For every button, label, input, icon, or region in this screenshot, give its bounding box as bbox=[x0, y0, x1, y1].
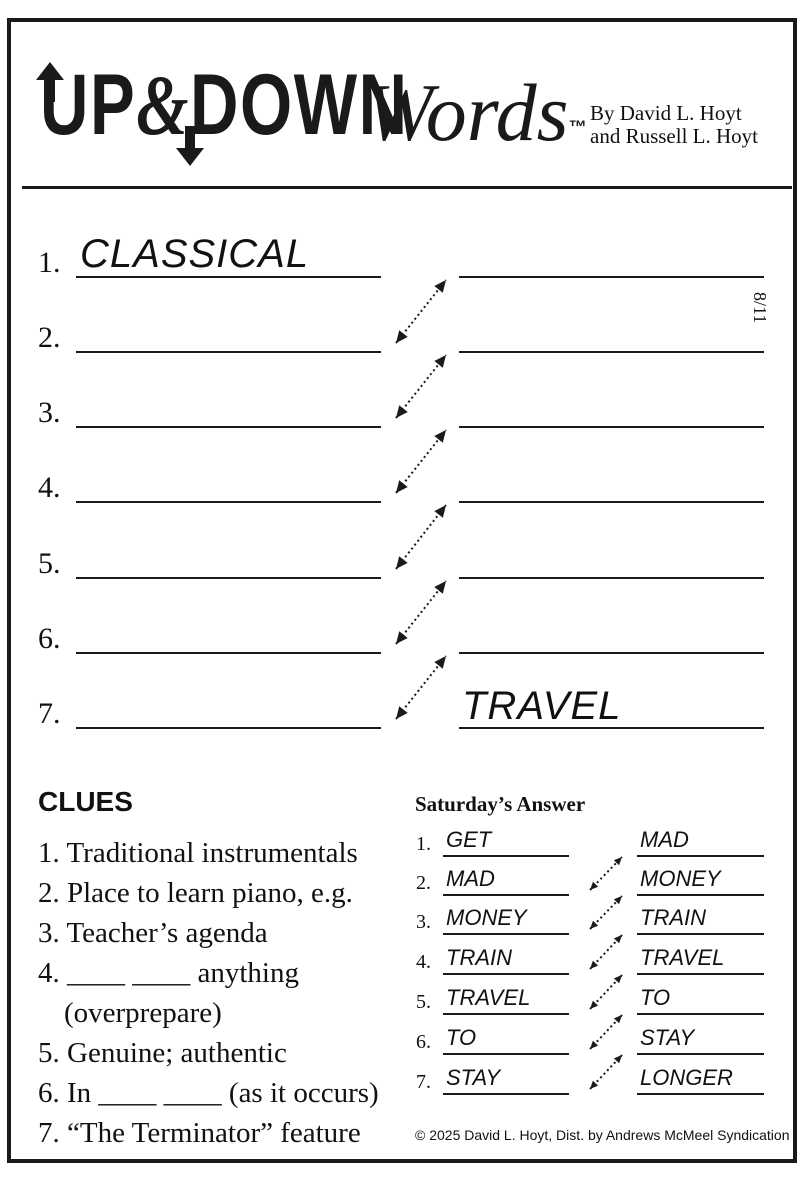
answer-word-right: STAY bbox=[640, 1025, 695, 1050]
double-arrow-icon bbox=[396, 505, 446, 569]
answer-line-left bbox=[443, 894, 569, 896]
answer-word-right: TRAVEL bbox=[640, 945, 725, 970]
answer-row-number: 7. bbox=[416, 1071, 431, 1093]
logo-up-and-down: UP&DOWN bbox=[40, 57, 409, 153]
answer-line-right bbox=[637, 1013, 764, 1015]
logo-words: Words™ bbox=[365, 67, 587, 158]
clue-5: 5. Genuine; authentic bbox=[38, 1037, 287, 1069]
clue-3: 3. Teacher’s agenda bbox=[38, 917, 268, 949]
given-last-word: TRAVEL bbox=[462, 684, 622, 728]
double-arrow-icon bbox=[590, 857, 622, 890]
row-number: 1. bbox=[38, 246, 61, 279]
answer-line-right bbox=[637, 855, 764, 857]
row-number: 2. bbox=[38, 321, 61, 354]
copyright: © 2025 David L. Hoyt, Dist. by Andrews McMeel Syndication bbox=[415, 1127, 790, 1143]
row-number: 6. bbox=[38, 622, 61, 655]
answer-word-right: LONGER bbox=[640, 1065, 733, 1090]
clue-4: 4. ____ ____ anything bbox=[38, 957, 299, 989]
answer-row-number: 2. bbox=[416, 872, 431, 894]
double-arrow-icon bbox=[590, 975, 622, 1009]
clue-1: 1. Traditional instrumentals bbox=[38, 837, 358, 869]
double-arrow-icon bbox=[396, 355, 446, 418]
clue-2: 2. Place to learn piano, e.g. bbox=[38, 877, 353, 909]
answer-word-left: TRAVEL bbox=[446, 985, 531, 1010]
answer-line-right bbox=[637, 1053, 764, 1055]
answer-line-left bbox=[443, 933, 569, 935]
answer-word-left: MAD bbox=[446, 866, 495, 891]
answer-row-number: 1. bbox=[416, 833, 431, 855]
answer-line-left bbox=[443, 973, 569, 975]
answer-word-right: MONEY bbox=[640, 866, 721, 891]
row-number: 3. bbox=[38, 396, 61, 429]
answer-word-left: GET bbox=[446, 827, 492, 852]
clues-title: CLUES bbox=[38, 786, 133, 817]
answer-row-number: 5. bbox=[416, 991, 431, 1013]
clue-6: 6. In ____ ____ (as it occurs) bbox=[38, 1077, 379, 1109]
row-number: 7. bbox=[38, 697, 61, 730]
double-arrow-icon bbox=[590, 935, 622, 969]
byline-line-1: By David L. Hoyt bbox=[590, 101, 742, 125]
answer-word-right: MAD bbox=[640, 827, 689, 852]
answer-row-number: 6. bbox=[416, 1031, 431, 1053]
row-number: 4. bbox=[38, 471, 61, 504]
answer-line-left bbox=[443, 1053, 569, 1055]
double-arrow-icon bbox=[396, 656, 446, 719]
answer-line-right bbox=[637, 894, 764, 896]
previous-answer-title: Saturday’s Answer bbox=[415, 792, 586, 816]
double-arrow-icon bbox=[396, 581, 446, 644]
answer-line-left bbox=[443, 855, 569, 857]
row-number: 5. bbox=[38, 547, 61, 580]
answer-row-number: 3. bbox=[416, 911, 431, 933]
double-arrow-icon bbox=[590, 1015, 622, 1049]
puzzle-date: 8/11 bbox=[750, 292, 770, 324]
answer-word-left: STAY bbox=[446, 1065, 501, 1090]
answer-line-right bbox=[637, 973, 764, 975]
double-arrow-icon bbox=[590, 896, 622, 929]
answer-word-left: TRAIN bbox=[446, 945, 512, 970]
trademark: ™ bbox=[568, 117, 587, 137]
clue-4-continued: (overprepare) bbox=[64, 997, 222, 1029]
answer-line-left bbox=[443, 1013, 569, 1015]
double-arrow-icon bbox=[590, 1055, 622, 1089]
byline-line-2: and Russell L. Hoyt bbox=[590, 124, 758, 148]
answer-word-left: MONEY bbox=[446, 905, 527, 930]
answer-word-right: TO bbox=[640, 985, 671, 1010]
answer-row-number: 4. bbox=[416, 951, 431, 973]
given-first-word: CLASSICAL bbox=[80, 232, 310, 276]
answer-word-right: TRAIN bbox=[640, 905, 706, 930]
answer-line-right bbox=[637, 1093, 764, 1095]
clue-7: 7. “The Terminator” feature bbox=[38, 1117, 361, 1149]
answer-line-right bbox=[637, 933, 764, 935]
answer-line-left bbox=[443, 1093, 569, 1095]
double-arrow-icon bbox=[396, 430, 446, 493]
answer-word-left: TO bbox=[446, 1025, 477, 1050]
double-arrow-icon bbox=[396, 280, 446, 343]
